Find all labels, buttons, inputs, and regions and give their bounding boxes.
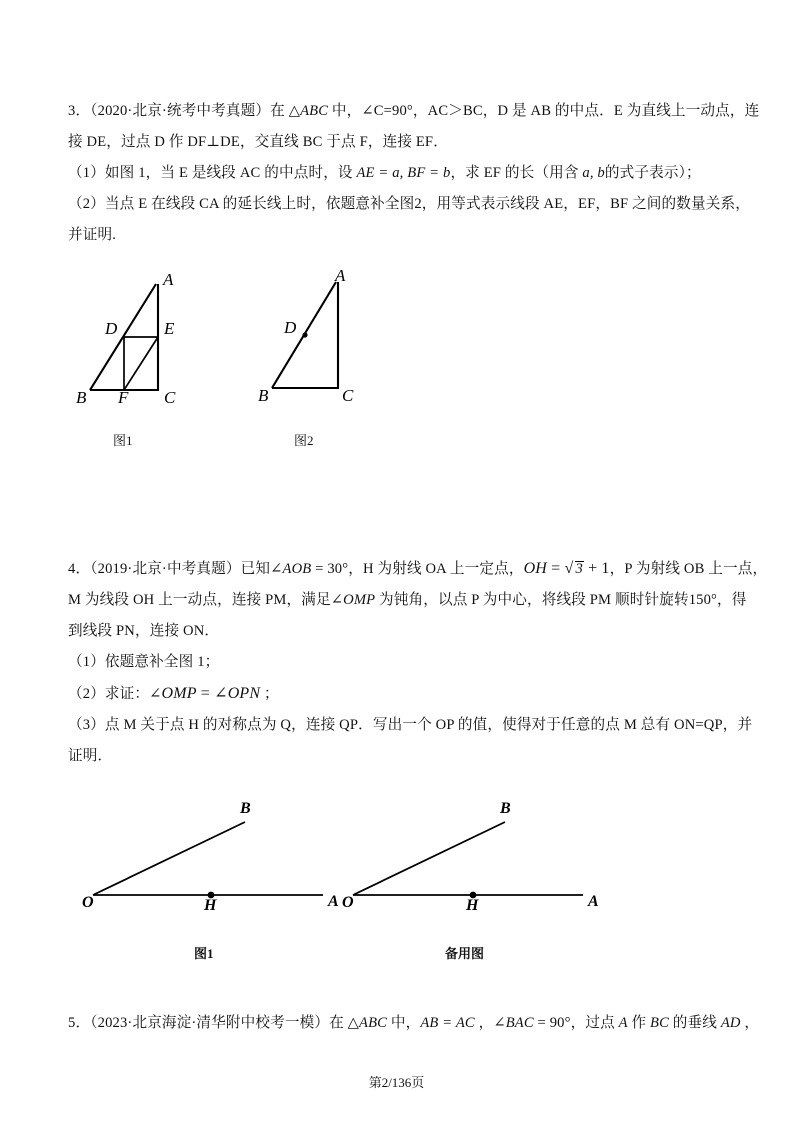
problem-3-source: （2020·北京·统考中考真题）: [90, 103, 271, 119]
text-segment: M 为线段 OH 上一动点，连接 PM，满足∠: [68, 592, 344, 608]
text-segment: = 90°，过点: [533, 1015, 619, 1031]
angle-aob-label: AOB: [282, 561, 312, 577]
figure-2-vertex-C: C: [342, 386, 354, 405]
problem-3-block: [68, 96, 760, 251]
triangle-abc-label: △ABC: [347, 1015, 388, 1031]
problem-5-source: （2023·北京海淀·清华附中校考一模）: [90, 1015, 330, 1031]
problem-5-line-1: [68, 1008, 760, 1039]
problem-4-line-6: （3）点 M 关于点 H 的对称点为 Q，连接 QP．写出一个 OP 的值，使得对于任意的点 M 总有 ON=QP，并: [68, 717, 753, 733]
triangle-abc-label: △ABC: [288, 103, 329, 119]
segment-bc-label: BC: [650, 1015, 669, 1031]
sqrt-radicand: 3: [575, 561, 583, 577]
problem-3-number: 3．: [68, 103, 91, 119]
figure-spare-point-A: A: [588, 893, 599, 910]
figure-2-drawing: [258, 258, 458, 418]
figure-1-point-A: A: [328, 893, 339, 910]
math-oh: OH: [523, 560, 548, 577]
figure-1-vertex-E: E: [164, 319, 175, 338]
figure-1-drawing: [80, 262, 280, 422]
figure-1-point-O: O: [82, 894, 94, 911]
text-segment: 中，: [387, 1015, 421, 1031]
problem-3-line-4: （2）当点 E 在线段 CA 的延长线上时，依题意补全图2，用等式表示线段 AE，EF，BF 之间的数量关系，: [68, 196, 751, 212]
problem-4-figure-1-drawing: [85, 795, 355, 925]
figure-1-point-B: B: [240, 800, 251, 817]
sqrt-symbol: [565, 554, 584, 585]
text-segment: 在: [270, 103, 289, 119]
problem-4-figure-spare-drawing: [345, 795, 615, 925]
text-segment: ，∠: [474, 1015, 506, 1031]
problem-4-figure-1: [82, 795, 355, 965]
problem-4-figure-1-caption: 图1: [194, 946, 214, 961]
problem-4-number: 4．: [68, 561, 91, 577]
segment-ad-label: AD: [720, 1015, 741, 1031]
problem-3-line-1: [68, 96, 760, 127]
problem-4-line-7: 证明．: [68, 748, 113, 764]
problem-4-line-3: 到线段 PN，连接 ON．: [68, 623, 220, 639]
text-segment: ，: [740, 1015, 760, 1031]
figure-2-vertex-A: A: [335, 266, 346, 285]
problem-5-block: [68, 1008, 760, 1039]
figure-1-vertex-F: F: [118, 388, 129, 407]
problem-3-line-5: 并证明.: [68, 227, 117, 243]
figure-spare-point-B: B: [500, 800, 511, 817]
text-segment: 为钝角，以点 P 为中心，将线段 PM 顺时针旋转150°，得: [375, 592, 747, 608]
page-footer: 第2/136页: [368, 1075, 425, 1090]
angle-bac-label: BAC: [505, 1015, 534, 1031]
angle-opn-proof: OPN: [227, 685, 261, 702]
figure-1-point-H: H: [204, 897, 217, 914]
text-segment: ，求 EF 的长（用含: [450, 165, 583, 181]
text-segment: 已知∠: [240, 561, 283, 577]
angle-omp-proof: OMP: [161, 685, 197, 702]
math-ab-vars: a, b: [582, 165, 605, 181]
text-segment: （2）求证：∠: [68, 686, 162, 702]
text-segment: 在: [329, 1015, 348, 1031]
problem-3-figure-2: [258, 258, 458, 448]
problem-4-line-4: （1）依题意补全图 1；: [68, 654, 220, 670]
math-equals: = ∠: [196, 685, 228, 702]
problem-4-figure-spare: [342, 795, 615, 965]
problem-3-line-2: 接 DE，过点 D 作 DF⊥DE，交直线 BC 于点 F，连接 EF．: [68, 134, 448, 150]
figure-spare-point-H: H: [466, 897, 479, 914]
figure-1-vertex-C: C: [164, 388, 176, 407]
figure-2-vertex-B: B: [258, 386, 269, 405]
text-segment: ，P 为射线 OB 上一点，: [609, 561, 768, 577]
problem-4-source: （2019·北京·中考真题）: [90, 561, 241, 577]
figure-1-vertex-D: D: [105, 319, 118, 338]
figure-1-vertex-B: B: [76, 388, 87, 407]
problem-4-figure-spare-caption: 备用图: [445, 946, 485, 961]
text-segment: 作: [627, 1015, 651, 1031]
point-a-label: A: [618, 1015, 628, 1031]
math-equals: =: [547, 560, 565, 577]
text-segment: = 30°，H 为射线 OA 上一定点，: [311, 561, 524, 577]
math-ab-eq-ac: AB = AC: [420, 1015, 475, 1031]
problem-4-line-1: [68, 553, 768, 585]
text-segment: ；: [260, 686, 279, 702]
figure-2-caption: 图2: [294, 433, 314, 448]
text-segment: 中，∠C=90°，AC＞BC，D 是 AB 的中点．E 为直线上一动点，连: [328, 103, 760, 119]
math-ae-bf: AE = a, BF = b: [356, 165, 451, 181]
problem-4-line-2: [68, 585, 747, 616]
math-plus-one: + 1: [583, 560, 610, 577]
text-segment: （1）如图 1，当 E 是线段 AC 的中点时，设: [68, 165, 357, 181]
problem-4-line-5: [68, 678, 728, 710]
figure-2-vertex-D: D: [284, 318, 297, 337]
figure-1-caption: 图1: [113, 433, 133, 448]
angle-omp-label: OMP: [343, 592, 376, 608]
problem-3-figure-1: [76, 262, 280, 452]
text-segment: 的垂线: [668, 1015, 721, 1031]
problem-4-block: [68, 553, 768, 772]
problem-5-number: 5．: [68, 1015, 91, 1031]
text-segment: 的式子表示）；: [604, 165, 701, 181]
figure-1-vertex-A: A: [163, 270, 174, 289]
figure-spare-point-O: O: [342, 894, 354, 911]
problem-3-line-3: [68, 158, 728, 189]
